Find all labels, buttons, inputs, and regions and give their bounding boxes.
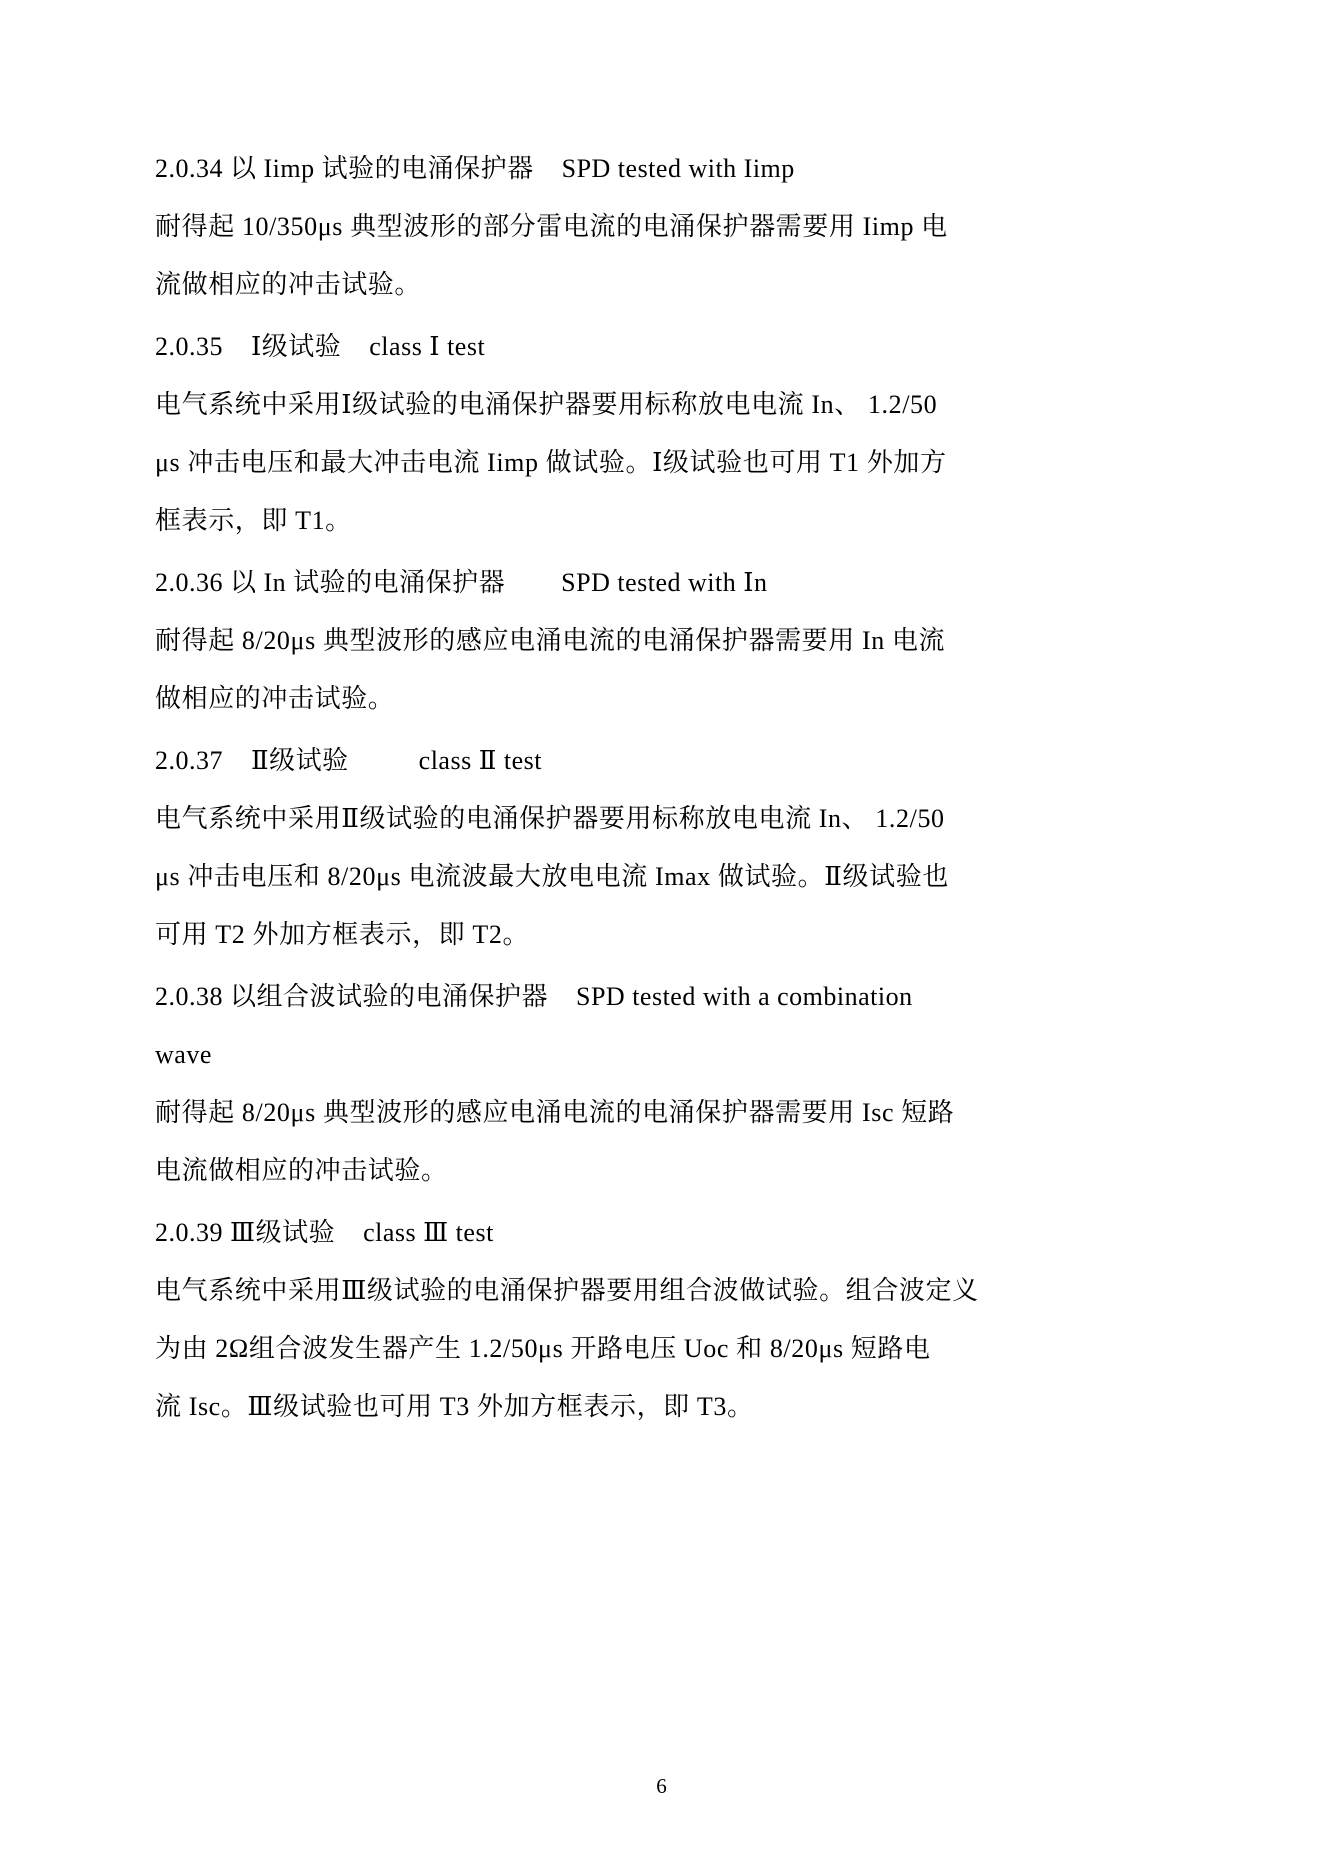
text-line: 电气系统中采用Ⅱ级试验的电涌保护器要用标称放电电流 In、 1.2/50 <box>155 804 945 833</box>
text-line: 耐得起 8/20μs 典型波形的感应电涌电流的电涌保护器需要用 In 电流 <box>155 626 946 655</box>
text-line: μs 冲击电压和 8/20μs 电流波最大放电电流 Imax 做试验。Ⅱ级试验也 <box>155 862 949 891</box>
text-line: 耐得起 10/350μs 典型波形的部分雷电流的电涌保护器需要用 Iimp 电 <box>155 212 948 241</box>
term-heading: 2.0.34 以 Iimp 试验的电涌保护器 SPD tested with Iimp <box>155 154 795 183</box>
text-line: 电流做相应的冲击试验。 <box>155 1156 448 1185</box>
term-entry-2-0-35 <box>155 318 1168 550</box>
term-heading: 2.0.36 以 In 试验的电涌保护器 SPD tested with Ⅰn <box>155 568 768 597</box>
text-line: 框表示，即 T1。 <box>155 506 352 535</box>
term-definition <box>155 1084 1168 1200</box>
text-line: 做相应的冲击试验。 <box>155 684 395 713</box>
term-heading-continuation: wave <box>155 1040 212 1069</box>
text-line: 电气系统中采用Ⅲ级试验的电涌保护器要用组合波做试验。组合波定义 <box>155 1276 979 1305</box>
term-definition <box>155 198 1168 314</box>
text-line: 为由 2Ω组合波发生器产生 1.2/50μs 开路电压 Uoc 和 8/20μs 短路电 <box>155 1334 931 1363</box>
term-definition <box>155 376 1168 550</box>
term-definition <box>155 790 1168 964</box>
term-entry-2-0-38 <box>155 968 1168 1200</box>
term-heading: 2.0.35 Ⅰ级试验 class Ⅰ test <box>155 332 486 361</box>
term-entry-2-0-37 <box>155 732 1168 964</box>
term-entry-2-0-36 <box>155 554 1168 728</box>
term-heading: 2.0.39 Ⅲ级试验 class Ⅲ test <box>155 1218 494 1247</box>
text-line: 流 Isc。Ⅲ级试验也可用 T3 外加方框表示，即 T3。 <box>155 1392 754 1421</box>
page-number: 6 <box>656 1774 667 1798</box>
term-entry-2-0-34 <box>155 140 1168 314</box>
term-heading: 2.0.37 Ⅱ级试验 class Ⅱ test <box>155 746 542 775</box>
text-line: 流做相应的冲击试验。 <box>155 270 422 299</box>
term-definition <box>155 1262 1168 1436</box>
text-line: 电气系统中采用Ⅰ级试验的电涌保护器要用标称放电电流 In、 1.2/50 <box>155 390 938 419</box>
text-line: μs 冲击电压和最大冲击电流 Iimp 做试验。Ⅰ级试验也可用 T1 外加方 <box>155 448 947 477</box>
term-entry-2-0-39 <box>155 1204 1168 1436</box>
document-body <box>155 140 1168 1436</box>
text-line: 耐得起 8/20μs 典型波形的感应电涌电流的电涌保护器需要用 Isc 短路 <box>155 1098 955 1127</box>
term-definition <box>155 612 1168 728</box>
text-line: 可用 T2 外加方框表示，即 T2。 <box>155 920 530 949</box>
term-heading: 2.0.38 以组合波试验的电涌保护器 SPD tested with a combination <box>155 982 913 1011</box>
